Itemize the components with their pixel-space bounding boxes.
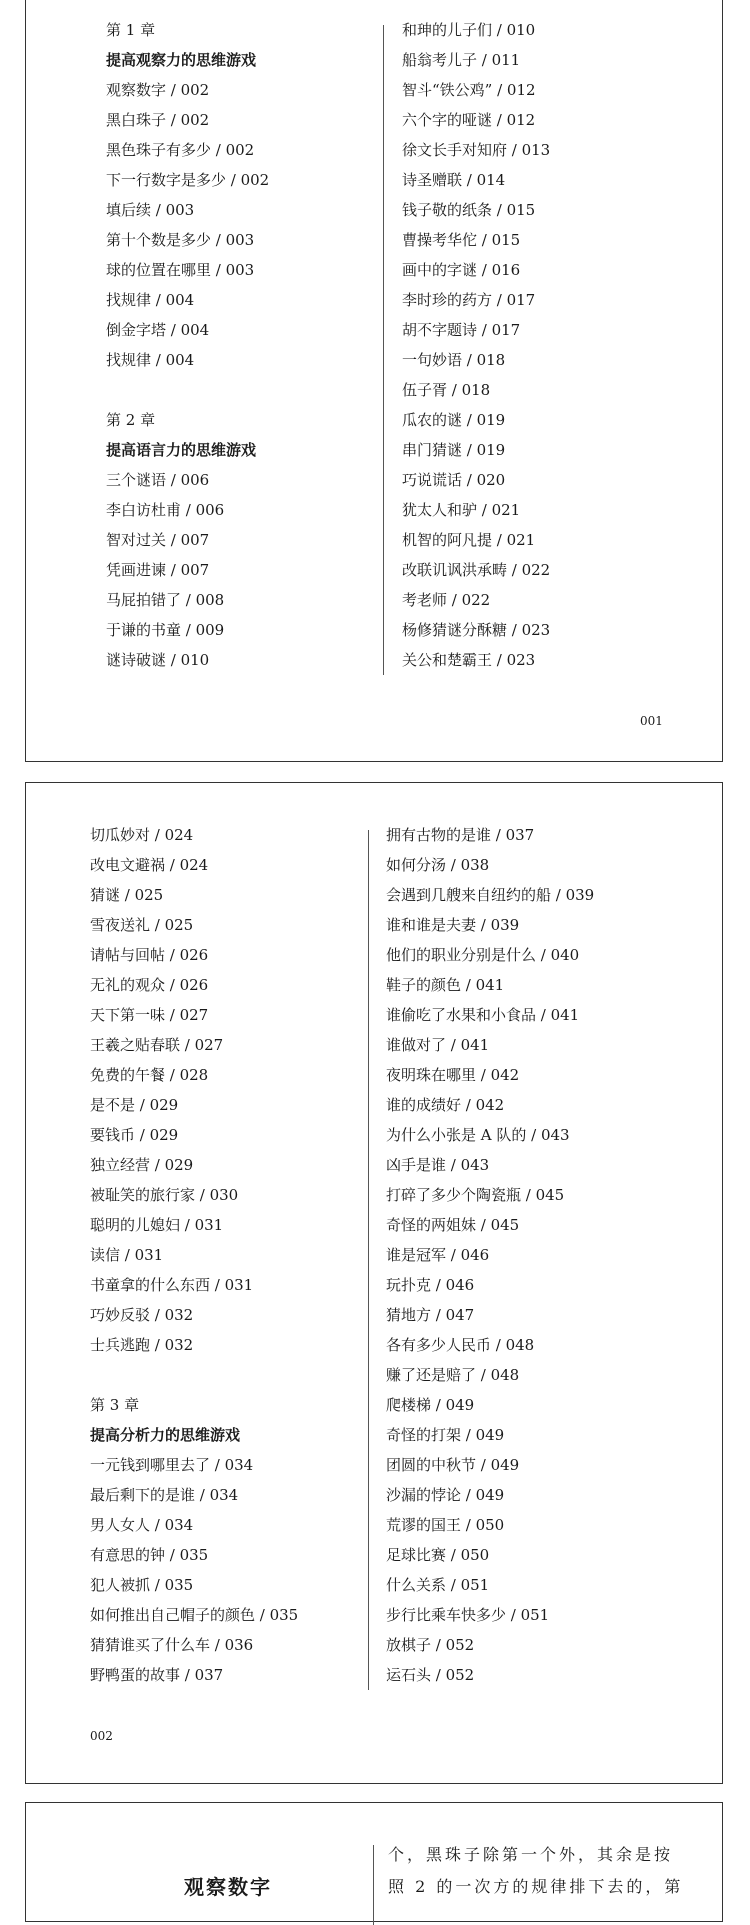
toc-entry: 荒谬的国王 / 050	[386, 1516, 505, 1534]
toc-entry: 谁做对了 / 041	[386, 1036, 490, 1054]
toc-entry: 犯人被抓 / 035	[90, 1576, 194, 1594]
chapter-label: 第 1 章	[106, 21, 156, 39]
toc-entry: 智斗“铁公鸡” / 012	[402, 81, 536, 99]
toc-entry: 野鸭蛋的故事 / 037	[90, 1666, 224, 1684]
toc-entry: 免费的午餐 / 028	[90, 1066, 209, 1084]
toc-entry: 猜猜谁买了什么车 / 036	[90, 1636, 254, 1654]
chapter-title: 提高语言力的思维游戏	[106, 441, 257, 459]
toc-entry: 天下第一味 / 027	[90, 1006, 209, 1024]
toc-entry: 机智的阿凡提 / 021	[402, 531, 536, 549]
page-number: 002	[90, 1729, 113, 1743]
toc-entry: 曹操考华佗 / 015	[402, 231, 521, 249]
toc-entry: 一元钱到哪里去了 / 034	[90, 1456, 254, 1474]
toc-entry: 倒金字塔 / 004	[106, 321, 210, 339]
toc-entry: 读信 / 031	[90, 1246, 164, 1264]
toc-entry: 李时珍的药方 / 017	[402, 291, 536, 309]
toc-entry: 巧说谎话 / 020	[402, 471, 506, 489]
toc-entry: 犹太人和驴 / 021	[402, 501, 521, 519]
toc-entry: 智对过关 / 007	[106, 531, 210, 549]
toc-entry: 改联讥讽洪承畴 / 022	[402, 561, 551, 579]
toc-entry: 谁和谁是夫妻 / 039	[386, 916, 520, 934]
toc-entry: 夜明珠在哪里 / 042	[386, 1066, 520, 1084]
toc-entry: 他们的职业分别是什么 / 040	[386, 946, 580, 964]
toc-entry: 马屁拍错了 / 008	[106, 591, 225, 609]
toc-entry: 球的位置在哪里 / 003	[106, 261, 255, 279]
column-divider	[368, 830, 369, 1690]
toc-entry: 找规律 / 004	[106, 351, 195, 369]
toc-entry: 串门猜谜 / 019	[402, 441, 506, 459]
toc-entry: 凭画进谏 / 007	[106, 561, 210, 579]
toc-entry: 切瓜妙对 / 024	[90, 826, 194, 844]
toc-page-1	[25, 0, 723, 762]
body-text-line: 照 2 的一次方的规律排下去的，第	[388, 1877, 684, 1896]
toc-entry: 三个谜语 / 006	[106, 471, 210, 489]
toc-entry: 放棋子 / 052	[386, 1636, 475, 1654]
toc-left-column	[90, 820, 298, 1690]
column-divider	[373, 1845, 374, 1925]
chapter-title: 提高观察力的思维游戏	[106, 51, 257, 69]
toc-entry: 谁偷吃了水果和小食品 / 041	[386, 1006, 580, 1024]
chapter-title: 提高分析力的思维游戏	[90, 1426, 241, 1444]
section-spacer	[90, 1360, 298, 1390]
toc-entry: 谜诗破谜 / 010	[106, 651, 210, 669]
toc-entry: 被耻笑的旅行家 / 030	[90, 1186, 239, 1204]
toc-entry: 胡不字题诗 / 017	[402, 321, 521, 339]
toc-entry: 男人女人 / 034	[90, 1516, 194, 1534]
toc-entry: 找规律 / 004	[106, 291, 195, 309]
toc-entry: 六个字的哑谜 / 012	[402, 111, 536, 129]
chapter-label: 第 2 章	[106, 411, 156, 429]
toc-entry: 团圆的中秋节 / 049	[386, 1456, 520, 1474]
toc-entry: 赚了还是赔了 / 048	[386, 1366, 520, 1384]
toc-entry: 有意思的钟 / 035	[90, 1546, 209, 1564]
toc-entry: 王羲之贴春联 / 027	[90, 1036, 224, 1054]
toc-entry: 无礼的观众 / 026	[90, 976, 209, 994]
toc-entry: 巧妙反驳 / 032	[90, 1306, 194, 1324]
chapter-label: 第 3 章	[90, 1396, 140, 1414]
content-page-3	[25, 1802, 723, 1922]
toc-entry: 会遇到几艘来自纽约的船 / 039	[386, 886, 595, 904]
page-number: 001	[640, 714, 663, 728]
toc-entry: 于谦的书童 / 009	[106, 621, 225, 639]
toc-entry: 爬楼梯 / 049	[386, 1396, 475, 1414]
toc-entry: 伍子胥 / 018	[402, 381, 491, 399]
toc-entry: 关公和楚霸王 / 023	[402, 651, 536, 669]
toc-entry: 沙漏的悖论 / 049	[386, 1486, 505, 1504]
toc-entry: 一句妙语 / 018	[402, 351, 506, 369]
toc-entry: 观察数字 / 002	[106, 81, 210, 99]
toc-entry: 填后续 / 003	[106, 201, 195, 219]
toc-entry: 什么关系 / 051	[386, 1576, 490, 1594]
toc-entry: 如何推出自己帽子的颜色 / 035	[90, 1606, 299, 1624]
toc-entry: 猜谜 / 025	[90, 886, 164, 904]
toc-entry: 各有多少人民币 / 048	[386, 1336, 535, 1354]
toc-entry: 奇怪的两姐妹 / 045	[386, 1216, 520, 1234]
toc-entry: 士兵逃跑 / 032	[90, 1336, 194, 1354]
toc-entry: 最后剩下的是谁 / 034	[90, 1486, 239, 1504]
toc-entry: 为什么小张是 A 队的 / 043	[386, 1126, 570, 1144]
toc-entry: 要钱币 / 029	[90, 1126, 179, 1144]
toc-left-column	[106, 15, 269, 675]
toc-entry: 步行比乘车快多少 / 051	[386, 1606, 550, 1624]
column-divider	[383, 25, 384, 675]
toc-entry: 聪明的儿媳妇 / 031	[90, 1216, 224, 1234]
toc-entry: 徐文长手对知府 / 013	[402, 141, 551, 159]
toc-entry: 是不是 / 029	[90, 1096, 179, 1114]
toc-entry: 猜地方 / 047	[386, 1306, 475, 1324]
section-title: 观察数字	[184, 1875, 272, 1899]
toc-entry: 独立经营 / 029	[90, 1156, 194, 1174]
section-spacer	[106, 375, 269, 405]
toc-entry: 第十个数是多少 / 003	[106, 231, 255, 249]
toc-entry: 改电文避祸 / 024	[90, 856, 209, 874]
toc-entry: 诗圣赠联 / 014	[402, 171, 506, 189]
toc-entry: 运石头 / 052	[386, 1666, 475, 1684]
toc-right-column	[386, 820, 594, 1690]
toc-entry: 玩扑克 / 046	[386, 1276, 475, 1294]
toc-entry: 画中的字谜 / 016	[402, 261, 521, 279]
toc-entry: 黑白珠子 / 002	[106, 111, 210, 129]
toc-entry: 如何分汤 / 038	[386, 856, 490, 874]
toc-entry: 瓜农的谜 / 019	[402, 411, 506, 429]
toc-entry: 船翁考儿子 / 011	[402, 51, 521, 69]
toc-entry: 请帖与回帖 / 026	[90, 946, 209, 964]
toc-entry: 奇怪的打架 / 049	[386, 1426, 505, 1444]
toc-entry: 雪夜送礼 / 025	[90, 916, 194, 934]
toc-entry: 和珅的儿子们 / 010	[402, 21, 536, 39]
toc-entry: 钱子敬的纸条 / 015	[402, 201, 536, 219]
toc-entry: 打碎了多少个陶瓷瓶 / 045	[386, 1186, 565, 1204]
toc-page-2	[25, 782, 723, 1784]
toc-entry: 凶手是谁 / 043	[386, 1156, 490, 1174]
toc-entry: 谁是冠军 / 046	[386, 1246, 490, 1264]
toc-entry: 足球比赛 / 050	[386, 1546, 490, 1564]
toc-entry: 书童拿的什么东西 / 031	[90, 1276, 254, 1294]
toc-entry: 李白访杜甫 / 006	[106, 501, 225, 519]
toc-entry: 鞋子的颜色 / 041	[386, 976, 505, 994]
toc-entry: 黑色珠子有多少 / 002	[106, 141, 255, 159]
toc-entry: 谁的成绩好 / 042	[386, 1096, 505, 1114]
toc-entry: 杨修猜谜分酥糖 / 023	[402, 621, 551, 639]
toc-entry: 考老师 / 022	[402, 591, 491, 609]
toc-entry: 下一行数字是多少 / 002	[106, 171, 270, 189]
toc-right-column	[402, 15, 550, 675]
body-text-line: 个，黑珠子除第一个外，其余是按	[388, 1845, 674, 1864]
toc-entry: 拥有古物的是谁 / 037	[386, 826, 535, 844]
